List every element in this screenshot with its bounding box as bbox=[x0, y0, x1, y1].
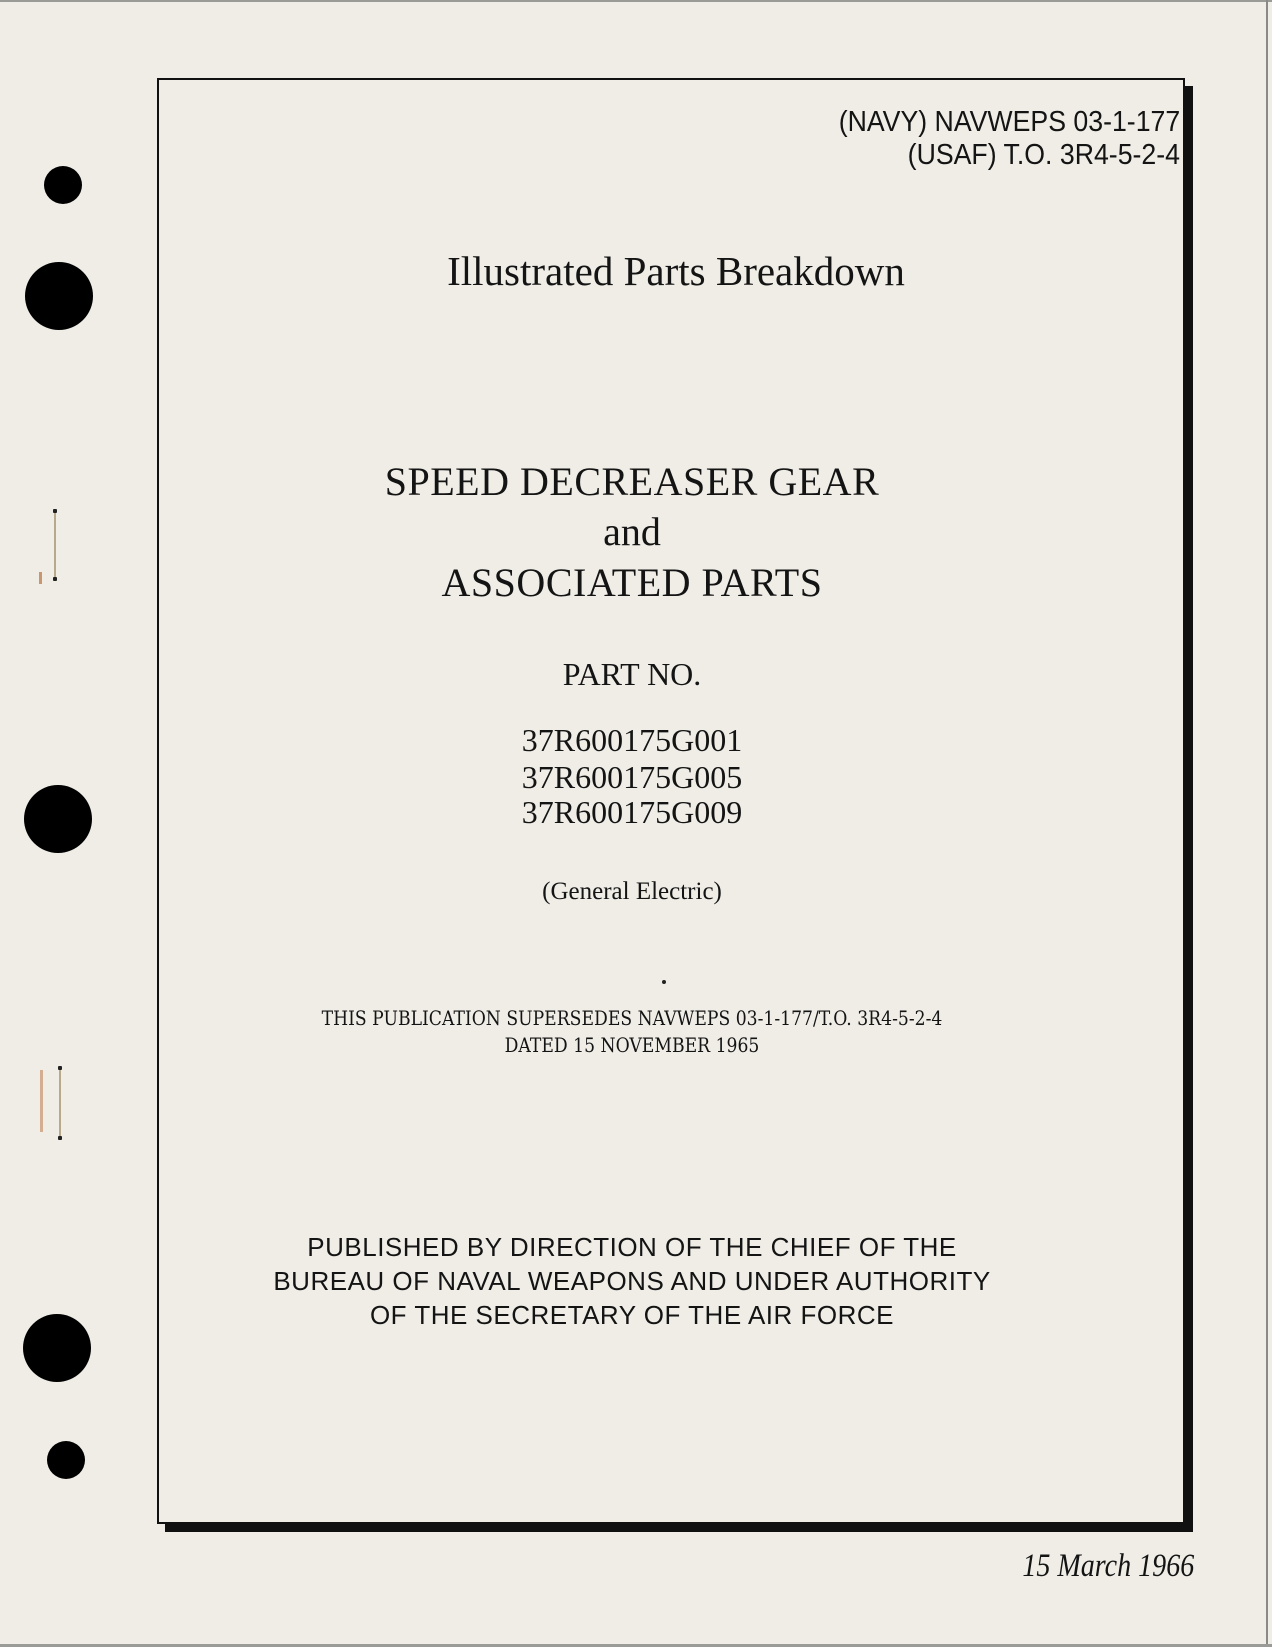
staple-mark-lower bbox=[59, 1066, 61, 1140]
authority-line-2: BUREAU OF NAVAL WEAPONS AND UNDER AUTHORITY bbox=[273, 1266, 991, 1296]
authority-line-1: PUBLISHED BY DIRECTION OF THE CHIEF OF THE bbox=[307, 1232, 957, 1262]
manufacturer: (General Electric) bbox=[542, 878, 722, 905]
punch-hole-1 bbox=[44, 166, 82, 204]
punch-hole-2 bbox=[25, 262, 93, 330]
part-number-2: 37R600175G005 bbox=[521, 759, 743, 795]
navy-document-id: (NAVY) NAVWEPS 03-1-177 bbox=[838, 106, 1180, 138]
usaf-document-id: (USAF) T.O. 3R4-5-2-4 bbox=[907, 139, 1180, 171]
rust-stain-lower bbox=[40, 1070, 43, 1132]
title-line-3: ASSOCIATED PARTS bbox=[441, 560, 823, 605]
stray-dot bbox=[662, 980, 666, 984]
document-type-heading: Illustrated Parts Breakdown bbox=[447, 248, 905, 294]
page-edge-top bbox=[0, 0, 1272, 2]
part-number-1: 37R600175G001 bbox=[521, 722, 743, 758]
title-line-1: SPEED DECREASER GEAR bbox=[384, 459, 880, 504]
authority-line-3: OF THE SECRETARY OF THE AIR FORCE bbox=[369, 1300, 895, 1330]
supersedes-line-2: DATED 15 NOVEMBER 1965 bbox=[504, 1033, 760, 1057]
supersedes-line-1: THIS PUBLICATION SUPERSEDES NAVWEPS 03-1-177/T.O. 3R4-5-2-4 bbox=[321, 1006, 943, 1030]
issue-date: 15 March 1966 bbox=[1022, 1548, 1194, 1584]
part-number-3: 37R600175G009 bbox=[521, 794, 743, 830]
title-line-2: and bbox=[603, 509, 661, 554]
punch-hole-5 bbox=[47, 1441, 85, 1479]
part-number-heading: PART NO. bbox=[562, 656, 702, 692]
